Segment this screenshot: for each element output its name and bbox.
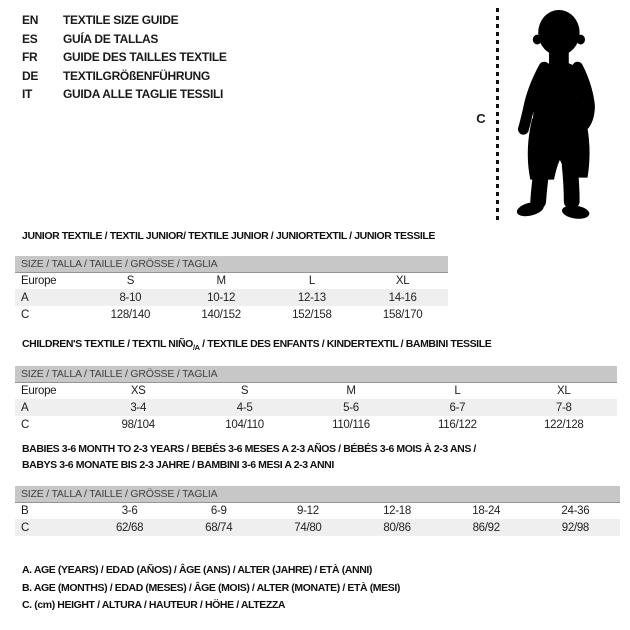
table-header-row — [15, 256, 448, 272]
table-row — [15, 272, 448, 289]
babies-section-title-line1: BABIES 3-6 MONTH TO 2-3 YEARS / BEBÉS 3-6 MESES A 2-3 AÑOS / BÉBÉS 3-6 MOIS À 2-3 ANS / — [22, 443, 476, 455]
toddler-silhouette-icon — [502, 8, 602, 220]
table-row — [15, 382, 617, 399]
babies-size-table — [15, 486, 620, 536]
children-title-main: CHILDREN'S TEXTILE / TEXTIL NIÑO — [22, 338, 193, 350]
row-label: B — [21, 504, 29, 517]
size-cell: XS — [130, 384, 146, 397]
table-header-row — [15, 486, 620, 502]
height-dotted-line — [496, 8, 499, 220]
children-title-sub: /A — [192, 343, 200, 353]
lang-label: GUIDA ALLE TAGLIE TESSILI — [63, 87, 224, 102]
table-row — [15, 519, 620, 536]
size-cell: 62/68 — [115, 521, 144, 534]
lang-code: ES — [22, 31, 38, 46]
size-cell: L — [308, 274, 315, 287]
junior-section-title: JUNIOR TEXTILE / TEXTIL JUNIOR/ TEXTILE JUNIOR / JUNIORTEXTIL / JUNIOR TESSILE — [22, 230, 435, 242]
size-cell: 68/74 — [205, 521, 233, 534]
size-cell: 7-8 — [555, 401, 572, 414]
table-row — [15, 289, 448, 306]
size-cell: 98/104 — [121, 418, 155, 431]
size-cell: 3-4 — [130, 401, 147, 414]
table-row — [15, 306, 448, 323]
row-label: A — [21, 291, 29, 304]
row-label: C — [21, 521, 30, 534]
size-cell: 152/158 — [292, 308, 332, 321]
size-cell: XL — [557, 384, 571, 397]
row-label: C — [21, 308, 30, 321]
size-cell: 110/116 — [332, 418, 370, 431]
size-cell: 92/98 — [561, 521, 590, 534]
size-cell: 9-12 — [296, 504, 319, 517]
row-label: A — [21, 401, 29, 414]
size-cell: L — [454, 384, 461, 397]
size-cell: 122/128 — [544, 418, 584, 431]
size-header-band: SIZE / TALLA / TAILLE / GRÖSSE / TAGLIA — [15, 256, 448, 272]
row-label: Europe — [21, 274, 57, 287]
size-cell: 3-6 — [121, 504, 138, 517]
lang-label: TEXTILE SIZE GUIDE — [63, 13, 179, 28]
size-cell: 18-24 — [472, 504, 501, 517]
size-cell: S — [126, 274, 135, 287]
size-cell: 12-13 — [297, 291, 326, 304]
footnote-c: C. (cm) HEIGHT / ALTURA / HAUTEUR / HÖHE / ALTEZZA — [22, 599, 286, 611]
row-label: Europe — [21, 384, 57, 397]
lang-label: GUIDE DES TAILLES TEXTILE — [63, 50, 227, 65]
size-cell: 14-16 — [388, 291, 417, 304]
size-cell: S — [240, 384, 249, 397]
size-cell: M — [216, 274, 226, 287]
size-cell: 10-12 — [207, 291, 236, 304]
size-header-band: SIZE / TALLA / TAILLE / GRÖSSE / TAGLIA — [15, 366, 617, 382]
size-cell: 104/110 — [225, 418, 264, 431]
size-cell: 80/86 — [383, 521, 411, 534]
junior-size-table — [15, 256, 448, 323]
size-header-band: SIZE / TALLA / TAILLE / GRÖSSE / TAGLIA — [15, 486, 620, 502]
lang-label: GUÍA DE TALLAS — [63, 31, 159, 46]
size-cell: 128/140 — [110, 308, 151, 321]
size-cell: 116/122 — [438, 418, 477, 431]
footnote-a: A. AGE (YEARS) / EDAD (AÑOS) / ÂGE (ANS) / ALTER (JAHRE) / ETÀ (ANNI) — [22, 564, 373, 576]
row-label: C — [21, 418, 30, 431]
size-cell: XL — [395, 274, 410, 287]
footnote-b: B. AGE (MONTHS) / EDAD (MESES) / ÂGE (MOIS) / ALTER (MONATE) / ETÀ (MESI) — [22, 581, 400, 594]
size-cell: 158/170 — [382, 308, 423, 321]
size-cell: 12-18 — [383, 504, 411, 517]
children-size-table — [15, 366, 617, 433]
lang-code: FR — [22, 50, 38, 65]
babies-section-title-line2: BABYS 3-6 MONATE BIS 2-3 JAHRE / BAMBINI 3-6 MESI A 2-3 ANNI — [22, 459, 334, 471]
size-cell: 8-10 — [119, 291, 142, 304]
size-cell: 86/92 — [472, 521, 500, 534]
table-header-row — [15, 366, 617, 382]
table-row — [15, 399, 617, 416]
table-row — [15, 416, 617, 433]
lang-code: DE — [22, 68, 39, 83]
children-section-title — [22, 338, 491, 352]
size-cell: 74/80 — [294, 521, 322, 534]
size-cell: 24-36 — [561, 504, 590, 517]
lang-code: IT — [22, 87, 33, 102]
size-cell: 5-6 — [343, 401, 359, 414]
footnotes — [22, 562, 400, 615]
size-cell: 4-5 — [236, 401, 253, 414]
size-cell: 140/152 — [201, 308, 241, 321]
size-cell: 6-9 — [210, 504, 227, 517]
size-cell: 6-7 — [449, 401, 466, 414]
lang-code: EN — [22, 13, 39, 28]
size-cell: M — [346, 384, 356, 397]
size-figure — [0, 0, 630, 225]
height-measure-label: C — [476, 111, 486, 126]
table-row — [15, 502, 620, 519]
lang-label: TEXTILGRÖßENFÜHRUNG — [63, 68, 210, 83]
children-title-rest: / TEXTILE DES ENFANTS / KINDERTEXTIL / BAMBINI TESSILE — [199, 338, 492, 350]
